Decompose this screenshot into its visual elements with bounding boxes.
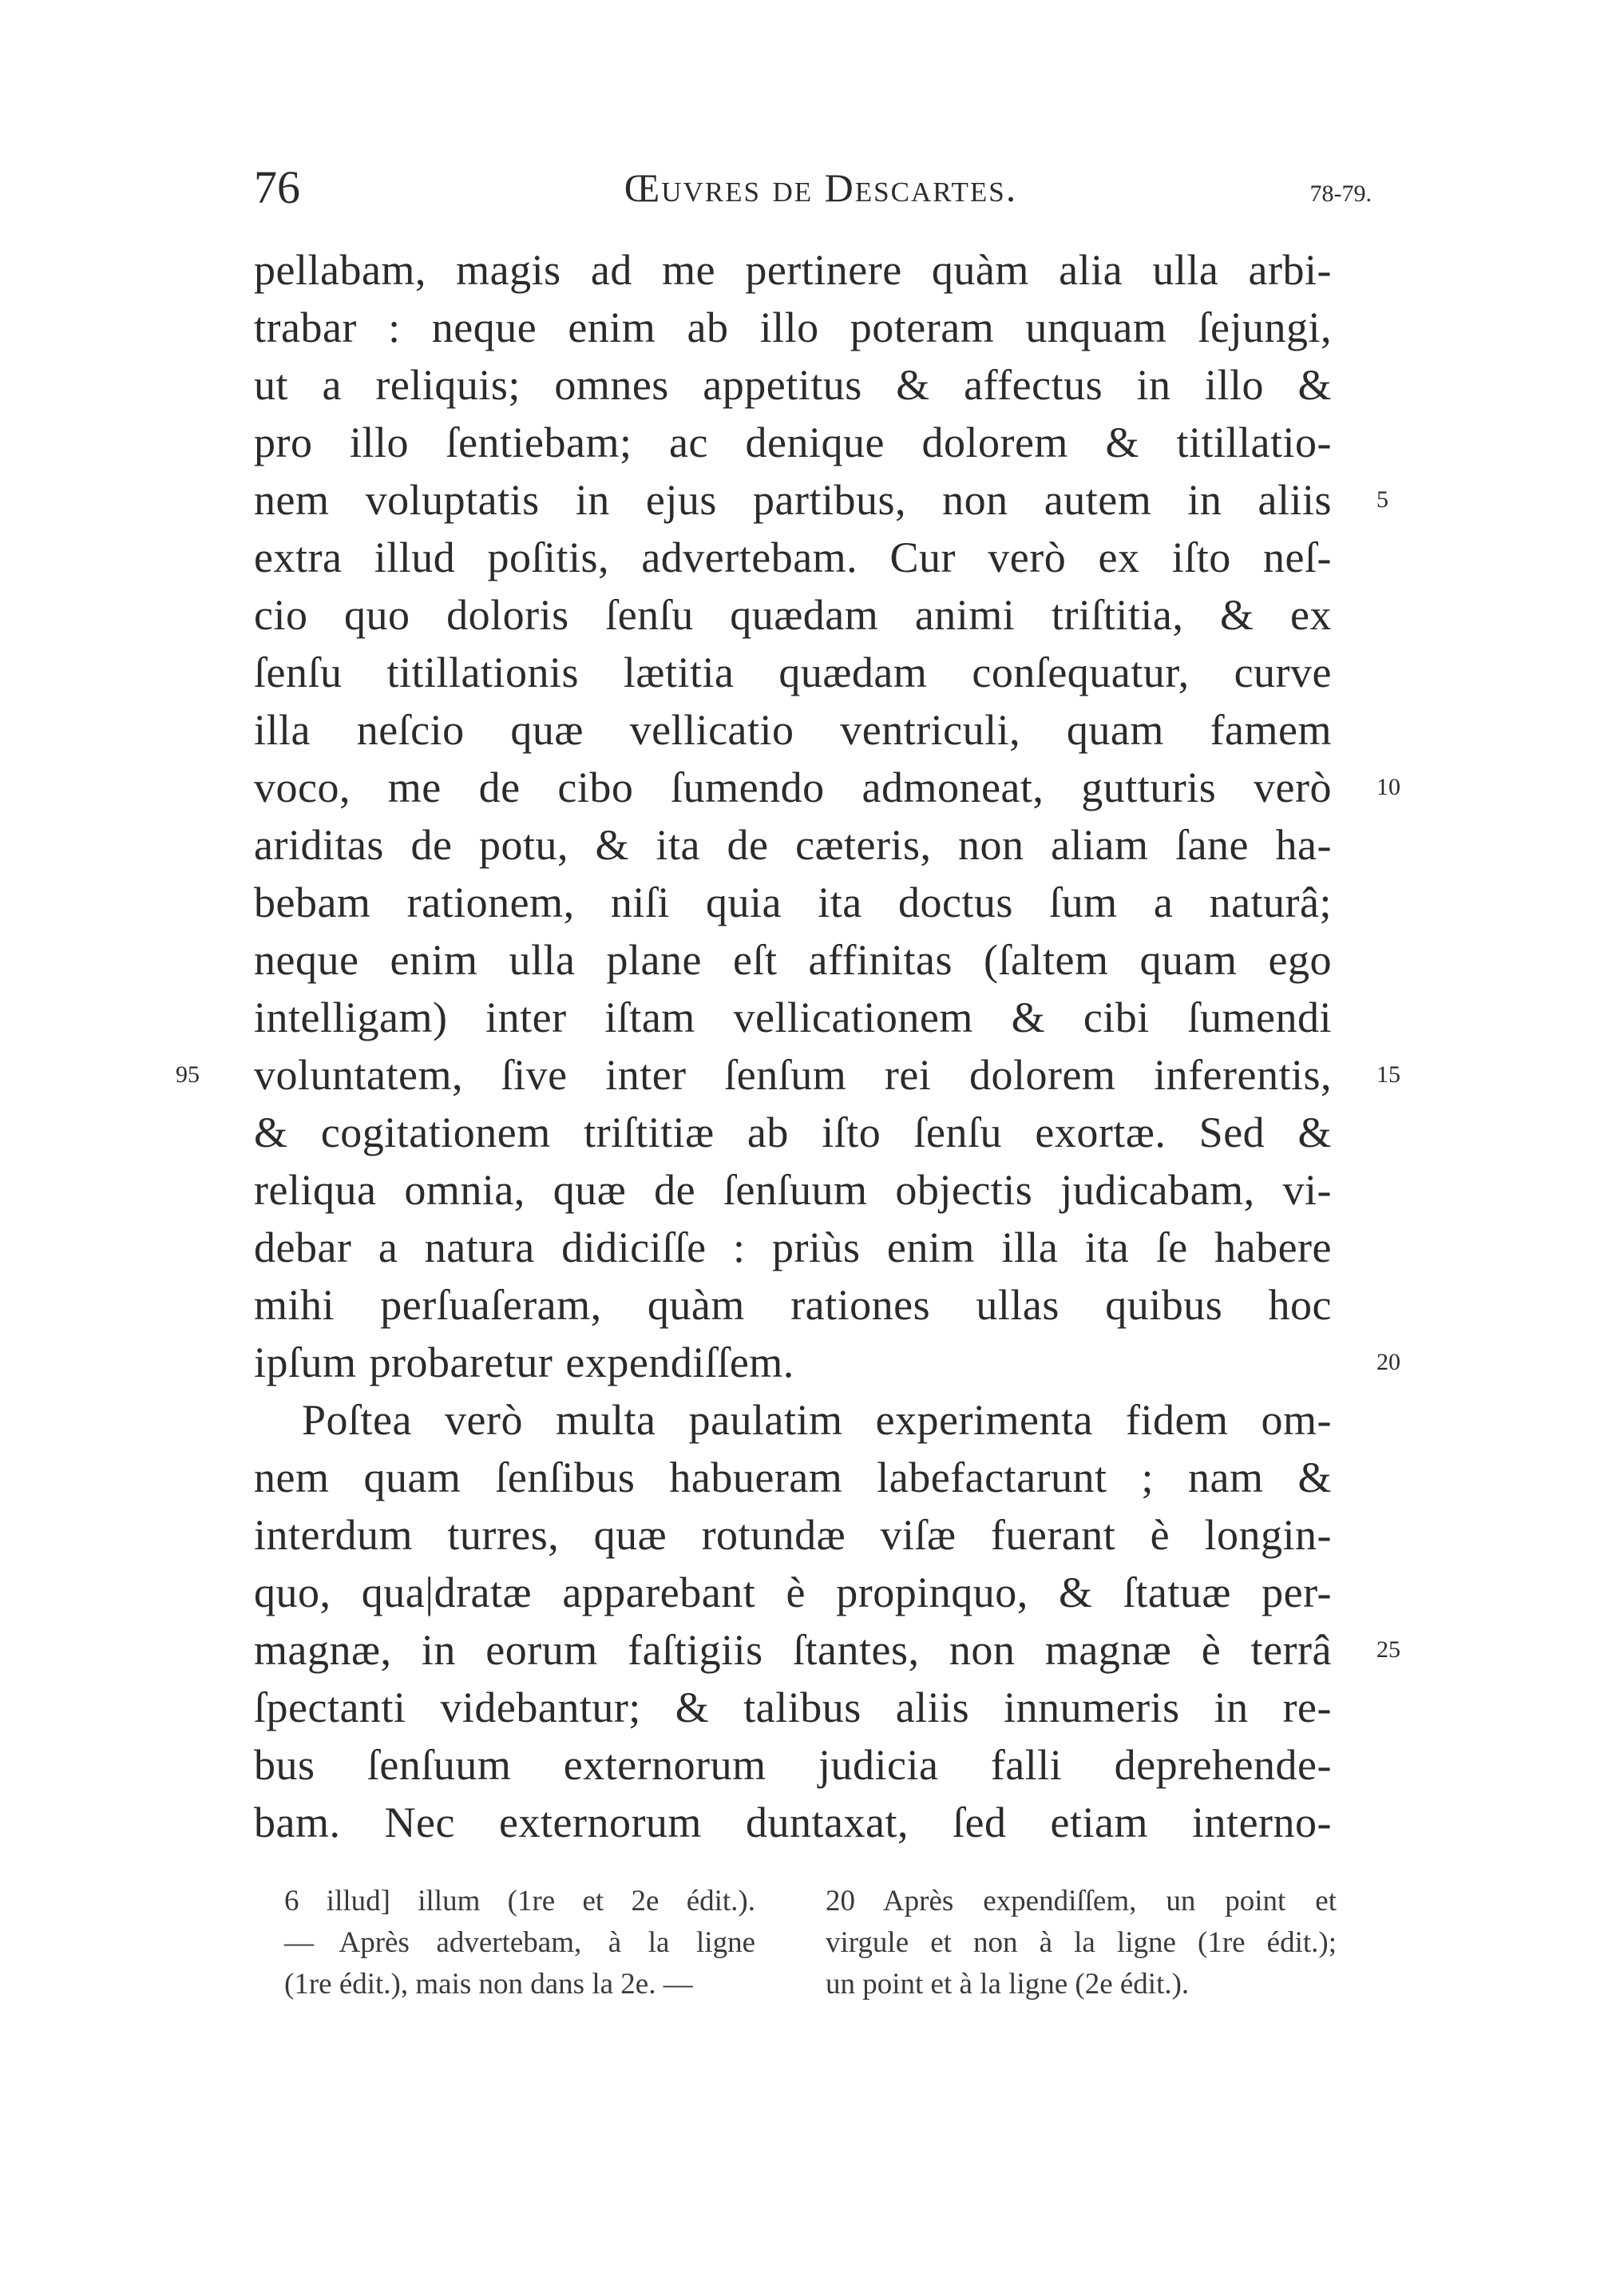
text-line: bus ſenſuum externorum judicia falli deprehende- bbox=[254, 1741, 1332, 1789]
line-number: 20 bbox=[1376, 1349, 1400, 1375]
main-text bbox=[254, 241, 1332, 1851]
running-title: Œuvres de Descartes. bbox=[624, 165, 1018, 210]
text-line: mihi perſuaſeram, quàm rationes ullas quibus hoc bbox=[254, 1281, 1332, 1329]
footnote-line: (1re édit.), mais non dans la 2e. — bbox=[284, 1968, 693, 2001]
text-line: ipſum probaretur expendiſſem. bbox=[254, 1338, 794, 1386]
text-line: bam. Nec externorum duntaxat, ſed etiam interno- bbox=[254, 1798, 1332, 1846]
text-line: neque enim ulla plane eſt affinitas (ſaltem quam ego bbox=[254, 936, 1332, 984]
text-line: nem voluptatis in ejus partibus, non autem in aliis bbox=[254, 476, 1332, 524]
text-line: trabar : neque enim ab illo poteram unquam ſejungi, bbox=[254, 303, 1332, 351]
text-line: extra illud poſitis, advertebam. Cur verò ex iſto neſ- bbox=[254, 533, 1332, 581]
text-line: ſenſu titillationis lætitia quædam conſequatur, curve bbox=[254, 648, 1332, 696]
text-line: illa neſcio quæ vellicatio ventriculi, quam famem bbox=[254, 706, 1332, 754]
text-line: reliqua omnia, quæ de ſenſuum objectis judicabam, vi- bbox=[254, 1166, 1332, 1214]
text-line: Poſtea verò multa paulatim experimenta fidem om- bbox=[302, 1396, 1332, 1444]
text-line: pro illo ſentiebam; ac denique dolorem & titillatio- bbox=[254, 418, 1332, 466]
footnote-line: un point et à la ligne (2e édit.). bbox=[826, 1968, 1190, 2001]
footnote-line: 6 illud] illum (1re et 2e édit.). bbox=[284, 1885, 755, 1917]
text-line: ariditas de potu, & ita de cæteris, non aliam ſane ha- bbox=[254, 821, 1332, 869]
footnote-line: virgule et non à la ligne (1re édit.); bbox=[826, 1926, 1337, 1959]
text-line: ut a reliquis; omnes appetitus & affectus in illo & bbox=[254, 361, 1332, 409]
text-line: pellabam, magis ad me pertinere quàm alia ulla arbi- bbox=[254, 246, 1332, 294]
text-line: nem quam ſenſibus habueram labefactarunt ; nam & bbox=[254, 1453, 1332, 1501]
page-reference: 78-79. bbox=[1309, 180, 1372, 207]
line-number: 10 bbox=[1376, 774, 1400, 800]
page-number: 76 bbox=[254, 161, 300, 213]
footnote-line: — Après advertebam, à la ligne bbox=[284, 1926, 755, 1959]
text-line: intelligam) inter iſtam vellicationem & cibi ſumendi bbox=[254, 993, 1332, 1041]
footnote-column-left bbox=[284, 1881, 755, 2005]
footnote-column-right bbox=[826, 1881, 1337, 2005]
text-line: voluntatem, ſive inter ſenſum rei dolorem inferentis, bbox=[254, 1051, 1332, 1099]
footnote-line: 20 Après expendiſſem, un point et bbox=[826, 1885, 1337, 1917]
text-line: quo, qua|dratæ apparebant è propinquo, & ſtatuæ per- bbox=[254, 1568, 1332, 1616]
text-line: voco, me de cibo ſumendo admoneat, gutturis verò bbox=[254, 763, 1332, 811]
text-line: bebam rationem, niſi quia ita doctus ſum a naturâ; bbox=[254, 878, 1332, 926]
text-line: debar a natura didiciſſe : priùs enim illa ita ſe habere bbox=[254, 1223, 1332, 1271]
text-line: & cogitationem triſtitiæ ab iſto ſenſu exortæ. Sed & bbox=[254, 1108, 1332, 1156]
text-line: interdum turres, quæ rotundæ viſæ fuerant è longin- bbox=[254, 1511, 1332, 1559]
text-line: ſpectanti videbantur; & talibus aliis innumeris in re- bbox=[254, 1683, 1332, 1731]
running-head bbox=[254, 160, 1372, 216]
line-number: 5 bbox=[1376, 486, 1388, 513]
line-number: 25 bbox=[1376, 1636, 1400, 1663]
original-page-number: 95 bbox=[176, 1061, 200, 1088]
text-line: cio quo doloris ſenſu quædam animi triſtitia, & ex bbox=[254, 591, 1332, 639]
line-number: 15 bbox=[1376, 1061, 1400, 1088]
text-line: magnæ, in eorum faſtigiis ſtantes, non magnæ è terrâ bbox=[254, 1626, 1332, 1674]
